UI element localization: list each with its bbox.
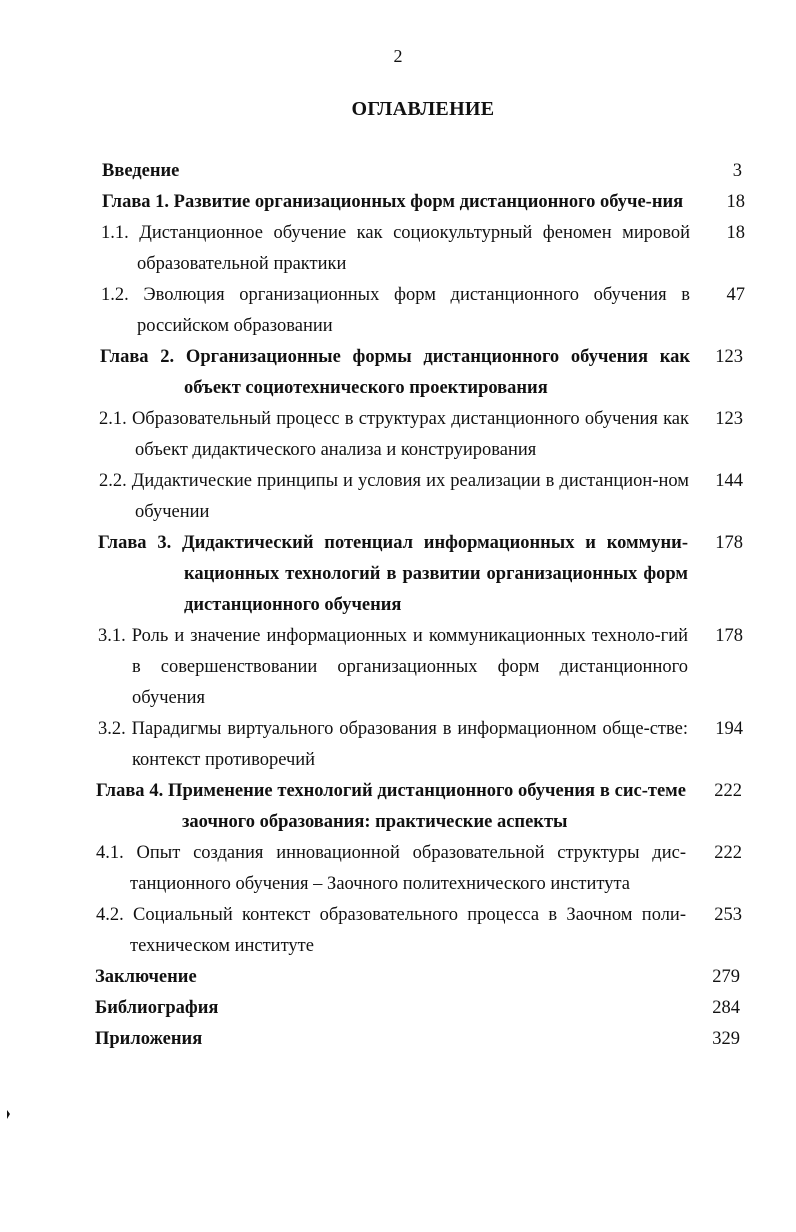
toc-entry-label: 2.2. Дидактические принципы и условия их реализации в дистанцион-ном обучении [99, 471, 689, 522]
toc-entry-label: 1.1. Дистанционное обучение как социокультурный феномен мировой образовательной практики [101, 223, 690, 274]
toc-entry-appendices[interactable] [0, 1024, 796, 1055]
toc-entry-page: 144 [715, 471, 743, 491]
toc-entry-label: Заключение [95, 967, 197, 987]
toc-entry-introduction[interactable] [0, 156, 796, 187]
toc-entry-label: Глава 1. Развитие организационных форм дистанционного обуче-ния [102, 192, 684, 212]
toc-entry-page: 222 [714, 781, 742, 801]
toc-entry-bibliography[interactable] [0, 993, 796, 1024]
toc-entry-section-3-2[interactable] [0, 714, 796, 776]
scan-margin-mark [7, 1110, 10, 1119]
toc-entry-section-4-2[interactable] [0, 900, 796, 962]
toc-entry-label: Приложения [95, 1029, 203, 1049]
toc-entry-page: 329 [712, 1029, 740, 1049]
toc-entry-chapter-2[interactable] [0, 342, 796, 404]
toc-entry-label: Введение [102, 161, 180, 181]
toc-entry-section-1-1[interactable] [0, 218, 796, 280]
toc-entry-page: 47 [726, 285, 745, 305]
toc-entry-label: 4.2. Социальный контекст образовательного процесса в Заочном поли-техническом институте [96, 905, 686, 956]
toc-entry-section-4-1[interactable] [0, 838, 796, 900]
page-number: 2 [393, 46, 403, 66]
toc-entry-chapter-3[interactable] [0, 528, 796, 621]
toc-entry-section-2-1[interactable] [0, 404, 796, 466]
toc-entry-page: 222 [714, 843, 742, 863]
toc-entry-page: 178 [715, 626, 743, 646]
toc-entry-page: 3 [732, 161, 742, 181]
toc-entry-label: 2.1. Образовательный процесс в структурах дистанционного обучения как объект дидактического анализа и конструирования [99, 409, 689, 460]
toc-entry-page: 18 [726, 192, 745, 212]
toc-entry-label: Глава 4. Применение технологий дистанционного обучения в сис-теме заочного образования: практические аспекты [96, 781, 686, 832]
table-of-contents [0, 156, 796, 1055]
toc-entry-section-3-1[interactable] [0, 621, 796, 714]
toc-title: ОГЛАВЛЕНИЕ [351, 98, 495, 120]
toc-entry-label: 3.1. Роль и значение информационных и коммуникационных техноло-гий в совершенствовании организационных форм дистанционного обучения [98, 626, 688, 708]
toc-entry-label: Глава 3. Дидактический потенциал информационных и коммуни-кационных технологий в развитии организационных форм дистанционного обучения [98, 533, 688, 615]
toc-entry-page: 178 [715, 533, 743, 553]
toc-entry-label: Глава 2. Организационные формы дистанционного обучения как объект социотехнического проектирования [100, 347, 690, 398]
toc-entry-page: 18 [726, 223, 745, 243]
toc-entry-label: 4.1. Опыт создания инновационной образовательной структуры дис-танционного обучения – Заочного политехнического института [96, 843, 686, 894]
toc-entry-conclusion[interactable] [0, 962, 796, 993]
toc-entry-page: 253 [714, 905, 742, 925]
toc-entry-chapter-1[interactable] [0, 187, 796, 218]
toc-entry-section-2-2[interactable] [0, 466, 796, 528]
toc-entry-label: Библиография [95, 998, 219, 1018]
toc-entry-label: 1.2. Эволюция организационных форм дистанционного обучения в российском образовании [101, 285, 690, 336]
toc-entry-page: 279 [712, 967, 740, 987]
toc-entry-page: 194 [715, 719, 743, 739]
toc-entry-label: 3.2. Парадигмы виртуального образования в информационном обще-стве: контекст противоречий [98, 719, 688, 770]
toc-entry-chapter-4[interactable] [0, 776, 796, 838]
toc-entry-page: 123 [715, 347, 743, 367]
toc-entry-page: 123 [715, 409, 743, 429]
toc-entry-section-1-2[interactable] [0, 280, 796, 342]
toc-entry-page: 284 [712, 998, 740, 1018]
